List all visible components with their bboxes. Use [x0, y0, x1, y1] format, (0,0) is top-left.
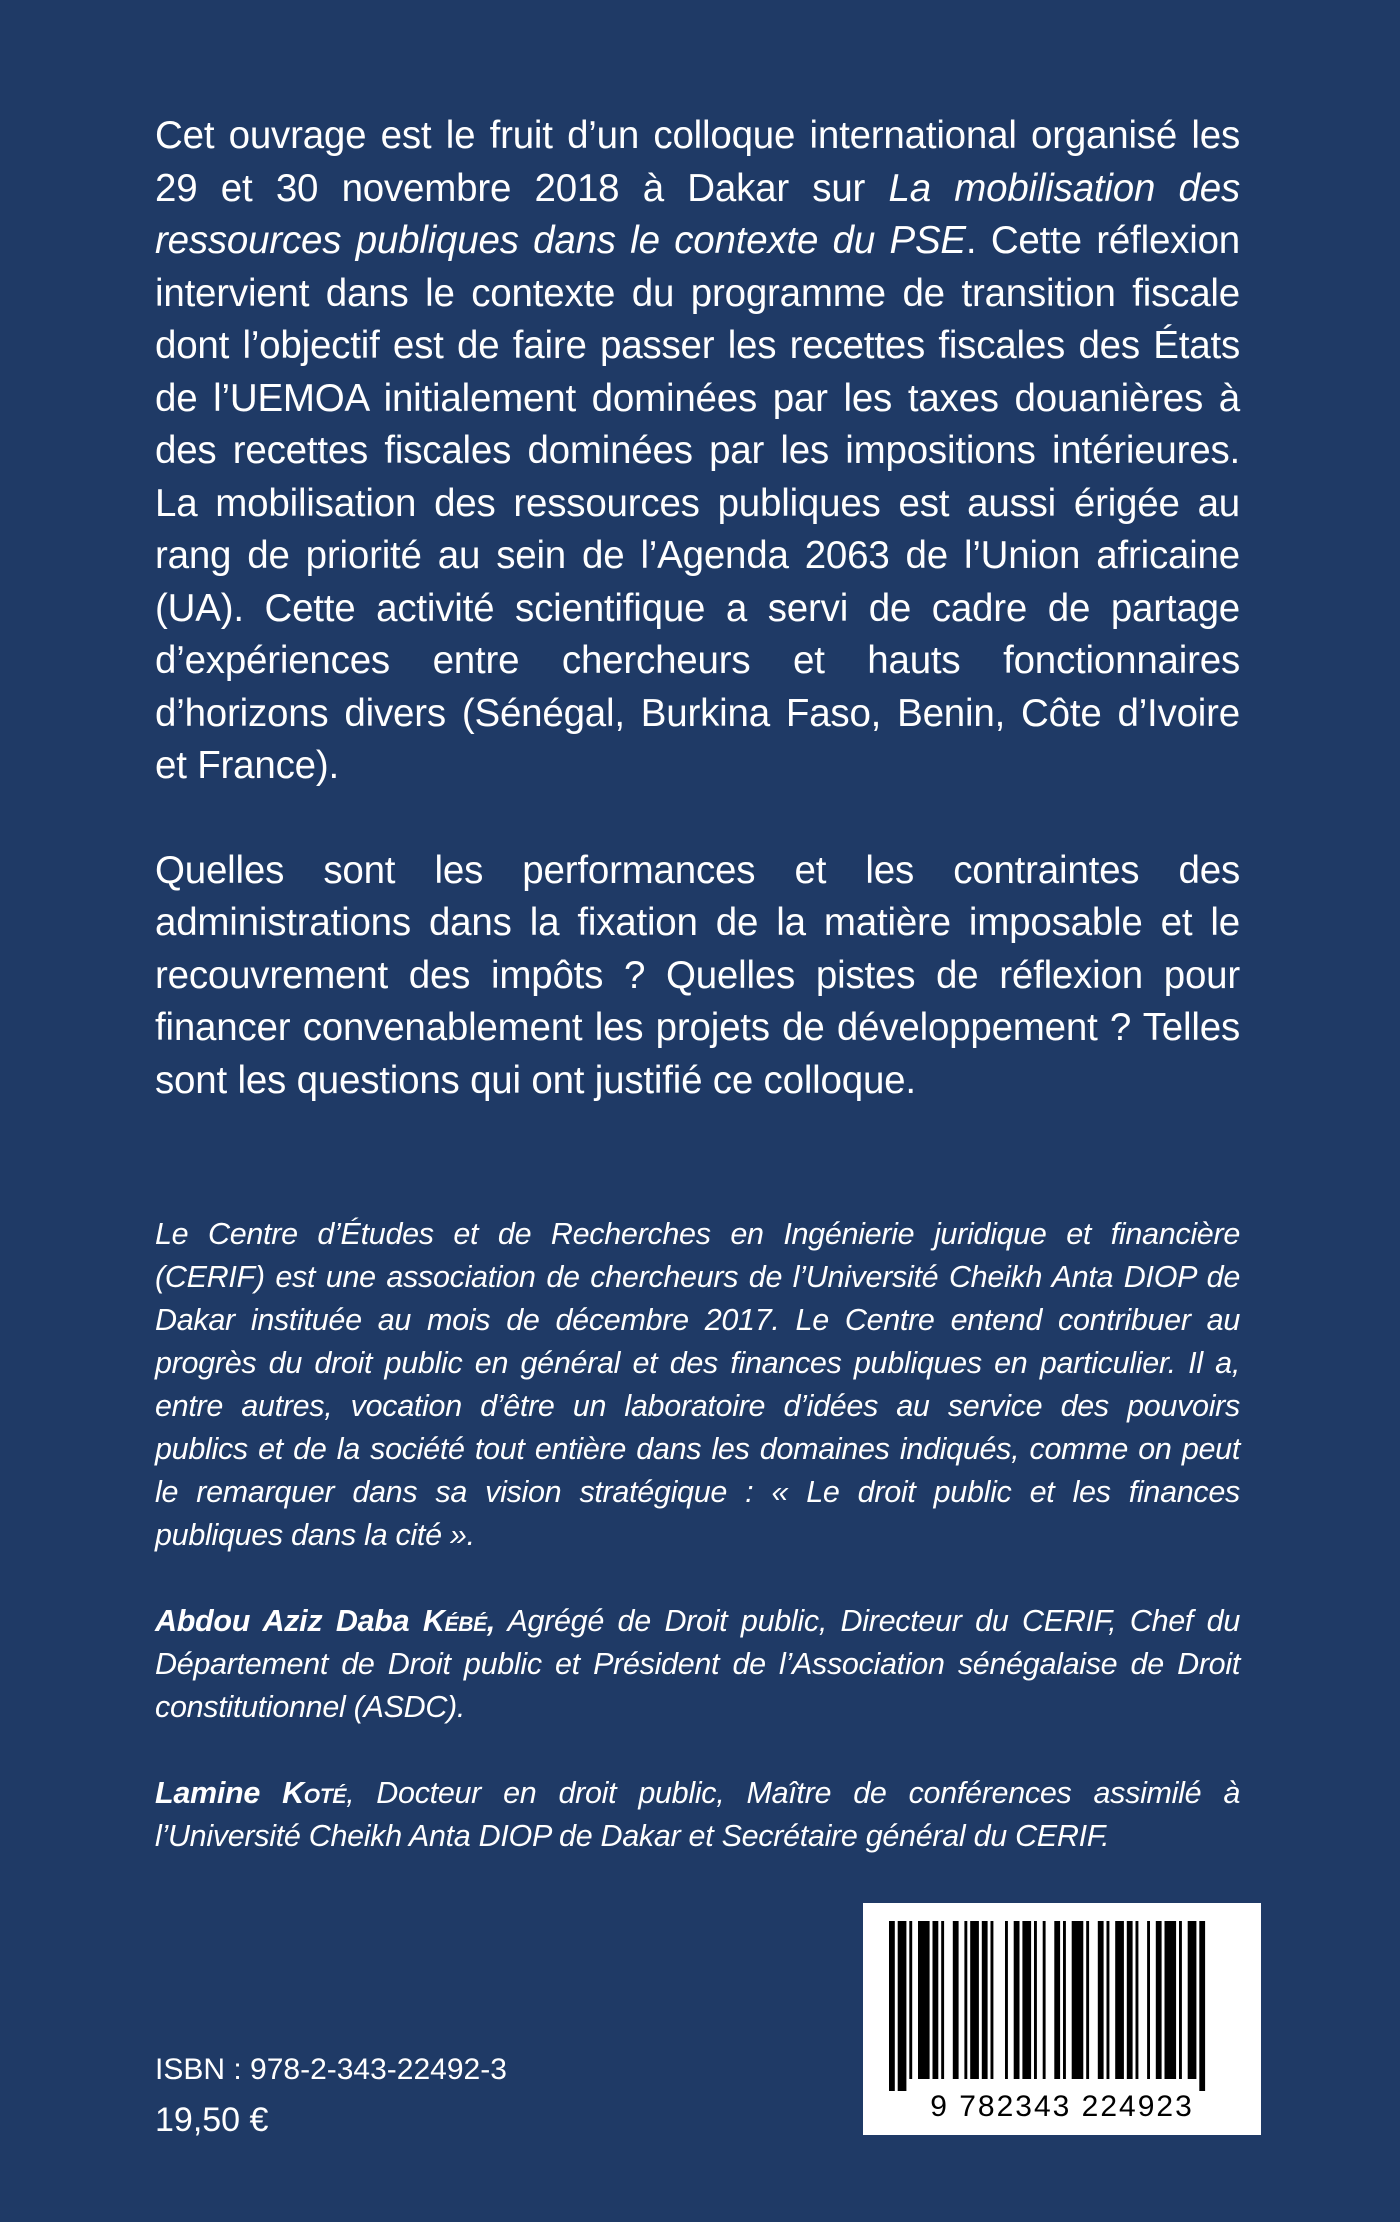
barcode-bar — [1165, 1921, 1177, 2079]
barcode-number: 9 782343 224923 — [930, 2090, 1194, 2123]
barcode-bar — [941, 1921, 944, 2079]
barcode-graphic — [863, 1903, 1261, 2135]
barcode-bar — [918, 1921, 930, 2079]
barcode-bar — [1147, 1921, 1150, 2079]
author-1-last-name: Kébé, — [422, 1604, 495, 1638]
barcode-bar — [889, 1921, 895, 2091]
author-2-first-name: Lamine — [155, 1776, 283, 1810]
cerif-description: Le Centre d’Études et de Recherches en Ingénierie juridique et financière (CERIF) est une association de chercheurs de l’Université Cheikh Anta DIOP de Dakar instituée au mois de décembre 2017. Le Centre entend contribuer au progrès du droit public en général et des finances publiques en particulier. Il a, entre autres, vocation d’être un laboratoire d’idées au service des pouvoirs publics et de la société tout entière dans les domaines indiqués, comme on peut le remarquer dans sa vision stratégique : « Le droit public et les finances publiques dans la cité ». — [155, 1217, 1240, 1552]
barcode — [863, 1903, 1261, 2135]
barcode-bar — [1127, 1921, 1133, 2079]
barcode-bar — [964, 1921, 967, 2079]
barcode-bar — [970, 1921, 979, 2079]
barcode-bar — [1043, 1921, 1046, 2079]
barcode-bar — [1022, 1921, 1031, 2079]
author-1-description: Agrégé de Droit public, Directeur du CERIF, Chef du Département de Droit public et Président de l’Association sénégalaise de Droit constitutionnel (ASDC). — [155, 1604, 1240, 1724]
barcode-bar — [1115, 1921, 1124, 2079]
barcode-bar — [982, 1921, 988, 2079]
barcode-bar — [1107, 1921, 1110, 2079]
author-2-description: , Docteur en droit public, Maître de conférences assimilé à l’Université Cheikh Anta DIOP de Dakar et Secrétaire général du CERIF. — [155, 1776, 1241, 1853]
barcode-bar — [1199, 1921, 1205, 2091]
intro-text-start: Cet ouvrage est le fruit d’un colloque international organisé les 29 et 30 novembre 2018 à Dakar sur — [155, 114, 1240, 210]
barcode-bar — [1156, 1921, 1162, 2079]
barcode-bar — [991, 1921, 994, 2079]
barcode-bar — [1054, 1921, 1060, 2079]
barcode-bar — [933, 1921, 939, 2079]
barcode-bar — [1034, 1921, 1037, 2079]
questions-paragraph: Quelles sont les performances et les contraintes des administrations dans la fixation de la matière imposable et le recouvrement des impôts ? Quelles pistes de réflexion pour financer convenablement les projets de développement ? Telles sont les questions qui ont justifié ce colloque. — [155, 848, 1240, 1102]
about-section — [155, 1213, 1240, 1858]
intro-paragraph — [155, 110, 1240, 793]
intro-text-end: . Cette réflexion intervient dans le contexte du programme de transition fiscale dont l’objectif est de faire passer les recettes fiscales des États de l’UEMOA initialement dominées par les taxes douanières à des recettes fiscales dominées par les impositions intérieures. La mobilisation des ressources publiques est aussi érigée au rang de priorité au sein de l’Agenda 2063 de l’Union africaine (UA). Cette activité scientifique a servi de cadre de partage d’expériences entre chercheurs et hauts fonctionnaires d’horizons divers (Sénégal, Burkina Faso, Benin, Côte d’Ivoire et France). — [155, 219, 1240, 787]
price: 19,50 € — [155, 2101, 269, 2139]
isbn: ISBN : 978-2-343-22492-3 — [155, 2053, 507, 2086]
author-1-bio — [155, 1600, 1240, 1729]
barcode-bar — [898, 1921, 907, 2091]
barcode-bar — [1063, 1921, 1066, 2079]
barcode-bar — [909, 1921, 912, 2079]
barcode-bar — [1188, 1921, 1197, 2079]
author-2-last-name: Koté — [282, 1776, 347, 1810]
barcode-bar — [1179, 1921, 1182, 2079]
author-1-first-name: Abdou Aziz Daba — [155, 1604, 423, 1638]
main-text — [155, 110, 1240, 1107]
barcode-bar — [1136, 1921, 1139, 2079]
barcode-bar — [1014, 1921, 1020, 2079]
barcode-bar — [1086, 1921, 1089, 2079]
barcode-bar — [1005, 1921, 1008, 2079]
author-2-bio — [155, 1772, 1240, 1858]
barcode-bar — [953, 1921, 959, 2079]
colloquium-title: La mobilisation des ressources publiques dans le contexte du PSE — [155, 166, 1240, 262]
barcode-bar — [1098, 1921, 1104, 2079]
barcode-bar — [1072, 1921, 1084, 2079]
